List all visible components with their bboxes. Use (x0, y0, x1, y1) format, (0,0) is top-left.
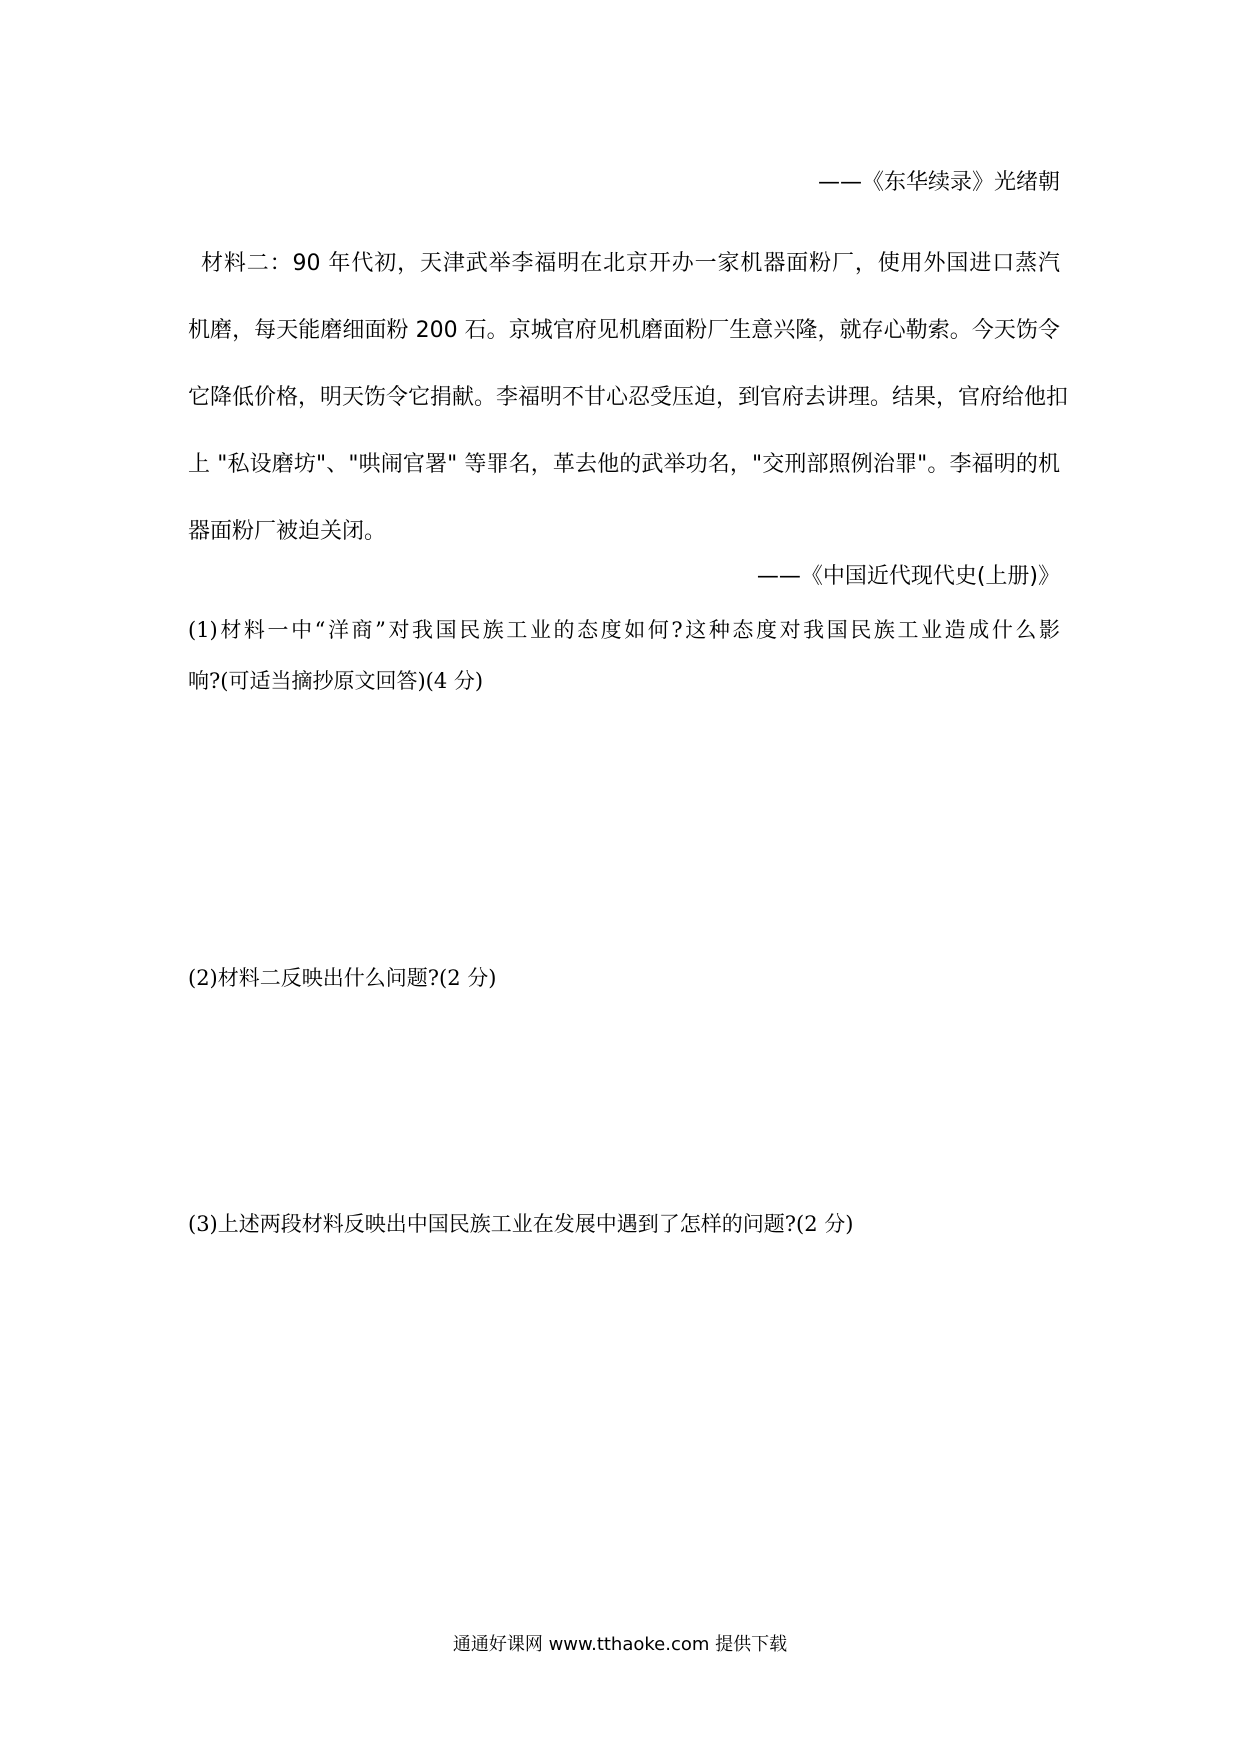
question-1-line: (1)材料一中“洋商”对我国民族工业的态度如何?这种态度对我国民族工业造成什么影 (188, 618, 1060, 642)
material-two-line: 上 "私设磨坊"、"哄闹官署" 等罪名，革去他的武举功名，"交刑部照例治罪"。李福明的机 (188, 452, 1060, 477)
material-two-source: ——《中国近代现代史(上册)》 (756, 564, 1060, 589)
material-two-line: 它降低价格，明天饬令它捐献。李福明不甘心忍受压迫，到官府去讲理。结果，官府给他扣 (188, 385, 1069, 410)
material-two-line: 器面粉厂被迫关闭。 (188, 519, 387, 544)
question-1 (188, 605, 1060, 707)
question-2-line: (2)材料二反映出什么问题?(2 分) (188, 966, 497, 990)
question-3-line: (3)上述两段材料反映出中国民族工业在发展中遇到了怎样的问题?(2 分) (188, 1212, 854, 1236)
question-2 (188, 953, 1060, 1004)
question-1-line: 响?(可适当摘抄原文回答)(4 分) (188, 669, 484, 693)
question-3 (188, 1199, 1060, 1250)
material-one-source: ——《东华续录》光绪朝 (817, 170, 1060, 195)
material-two-line: 材料二：90 年代初，天津武举李福明在北京开办一家机器面粉厂，使用外国进口蒸汽 (201, 251, 1060, 276)
page-footer: 通通好课网 www.tthaoke.com 提供下载 (452, 1634, 788, 1655)
material-two-paragraph (188, 230, 1069, 565)
material-two-line: 机磨，每天能磨细面粉 200 石。京城官府见机磨面粉厂生意兴隆，就存心勒索。今天饬令 (188, 318, 1060, 343)
